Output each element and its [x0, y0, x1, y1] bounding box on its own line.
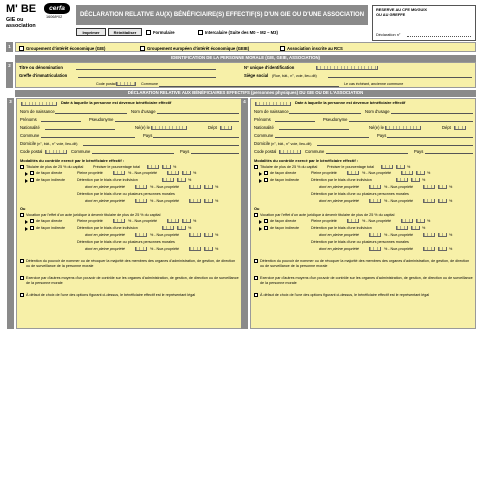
defaut-checkbox[interactable] — [20, 293, 24, 297]
denomination-field[interactable] — [76, 69, 216, 70]
dont-nue-2-label: % - Nue-propriété — [384, 199, 414, 203]
voc-dont-nue-decimal-field[interactable] — [204, 233, 213, 237]
titulaire-label: Titulaire de plus de 25 % du capital — [26, 165, 84, 169]
form-code: M' BE — [6, 3, 37, 15]
titulaire-checkbox[interactable] — [20, 165, 24, 169]
dont-pleine-field[interactable] — [369, 185, 381, 189]
voc-dont-nue-2-field[interactable] — [189, 247, 201, 251]
reserved-box — [372, 5, 476, 41]
dont-nue-field[interactable] — [189, 185, 201, 189]
association-checkbox[interactable] — [280, 46, 285, 51]
domicile-hint: (n°, bât., n° voie, lieu-dit) — [271, 141, 312, 146]
arrow-icon — [259, 179, 262, 183]
detention-plusieurs-label: Détention par le biais d'une ou plusieurs personnes morales — [311, 192, 409, 196]
declaration-number-label: Déclaration n° — [376, 32, 401, 37]
voc-dont-nue-label: % - Nue-propriété — [384, 233, 414, 237]
pouvoir-label: Détention du pouvoir de nommer ou de révoquer la majorité des membres des organes d'administration, de gestion, de direction ou de surveillance de la personne morale — [26, 259, 236, 268]
declaration-number-field[interactable] — [407, 36, 471, 37]
dept-field[interactable] — [220, 126, 232, 130]
detention-un-decimal-field[interactable] — [177, 178, 186, 182]
pays-label: Pays — [377, 133, 387, 138]
directe-nue-label: % - Nue-propriété — [128, 171, 158, 175]
commune2-label: Commune — [305, 149, 325, 154]
nom-naissance-field[interactable] — [55, 113, 127, 114]
pays-field[interactable] — [387, 137, 473, 138]
domicile-field[interactable] — [317, 145, 473, 146]
nationalite-label: Nationalité — [20, 125, 40, 130]
voc-detention-un-decimal-field[interactable] — [177, 226, 186, 230]
voc-dont-pleine-2-field[interactable] — [369, 247, 381, 251]
voc-dont-pct-sign: % — [215, 233, 219, 237]
arrow-icon — [259, 227, 262, 231]
detention-un-label: Détention par le biais d'une indivision — [77, 178, 138, 182]
intercalaire-label: Intercalaire (Suite des M0 – M2 – M3) — [205, 29, 278, 35]
voc-dont-nue-2-field[interactable] — [423, 247, 435, 251]
voc-dont-nue-label: % - Nue-propriété — [150, 233, 180, 237]
directe-nue-decimal-field[interactable] — [182, 171, 191, 175]
dont-pleine-2-label: dont en pleine propriété — [319, 199, 359, 203]
prenoms-label: Prénoms — [20, 117, 37, 122]
greffe-label: Greffe d'immatriculation — [19, 73, 68, 78]
dont-pct-sign: % — [215, 185, 219, 189]
exercice-label: Exercice par d'autres moyens d'un pouvoir de contrôle sur les organes d'administration, de gestion, de direction ou de surveillance de la personne morale — [26, 276, 239, 285]
arrow-icon — [25, 172, 28, 176]
voc-detention-un-label: Détention par le biais d'une indivision — [311, 226, 372, 230]
form-subtitle-line-2: association — [6, 23, 36, 29]
unique-id-label: N° unique d'identification — [244, 65, 295, 70]
commune2-field[interactable] — [326, 153, 408, 154]
voc-nue-field[interactable] — [167, 219, 179, 223]
nee-le-label: Né(e) le — [135, 125, 150, 130]
intercalaire-checkbox[interactable] — [198, 30, 203, 35]
dont-nue-field[interactable] — [423, 185, 435, 189]
association-label: Association inscrite au RCS — [287, 45, 343, 51]
voc-dont-pleine-2-label: dont en pleine propriété — [319, 247, 359, 251]
voc-dont-pleine-label: dont en pleine propriété — [319, 233, 359, 237]
vocation-checkbox[interactable] — [20, 213, 24, 217]
form-subtitle-line-1: GIE ou — [6, 17, 24, 23]
detention-un-field[interactable] — [396, 178, 408, 182]
voc-dont-2-pct-sign: % — [215, 247, 219, 251]
voc-dont-nue-decimal-field[interactable] — [438, 233, 447, 237]
siege-field[interactable] — [328, 77, 472, 78]
pays2-label: Pays — [414, 149, 424, 154]
voc-detention-un-decimal-field[interactable] — [411, 226, 420, 230]
modalites-heading: Modalités du contrôle exercé par le bénéficiaire effectif : — [254, 158, 358, 163]
pays2-field[interactable] — [425, 153, 473, 154]
exercice-label: Exercice par d'autres moyens d'un pouvoir de contrôle sur les organes d'administration, de gestion, de direction ou de surveillance de la personne morale — [260, 276, 473, 285]
prenoms-field[interactable] — [275, 121, 315, 122]
nationalite-field[interactable] — [45, 129, 115, 130]
panel-number: 3 — [7, 98, 14, 329]
indirecte-label: de façon indirecte — [36, 178, 66, 182]
directe-nue-field[interactable] — [401, 171, 413, 175]
dont-pleine-2-label: dont en pleine propriété — [85, 199, 125, 203]
panel-box — [16, 98, 242, 329]
print-button[interactable]: Imprimer — [76, 28, 106, 36]
voc-dont-nue-2-label: % - Nue-propriété — [150, 247, 180, 251]
voc-dont-pleine-label: dont en pleine propriété — [85, 233, 125, 237]
arrow-icon — [259, 172, 262, 176]
date-field[interactable] — [255, 102, 291, 106]
voc-pct-sign: % — [427, 219, 431, 223]
voc-dont-nue-2-decimal-field[interactable] — [438, 247, 447, 251]
voc-dont-pleine-2-field[interactable] — [135, 247, 147, 251]
nationalite-field[interactable] — [279, 129, 349, 130]
detention-un-pct-sign: % — [188, 178, 192, 182]
preciser-label: Préciser le pourcentage total — [327, 165, 374, 169]
voc-nue-decimal-field[interactable] — [182, 219, 191, 223]
geie-checkbox[interactable] — [140, 46, 145, 51]
date-label: Date à laquelle la personne est devenue bénéficiaire effectif — [61, 100, 172, 105]
nom-naissance-label: Nom de naissance — [20, 109, 55, 114]
dont-pleine-2-field[interactable] — [135, 199, 147, 203]
directe-pleine-label: Pleine propriété — [77, 171, 103, 175]
vocation-label: Vocation par l'effet d'un acte juridique à devenir titulaire de plus de 25 % du capital — [26, 213, 161, 217]
directe-label: de façon directe — [270, 171, 297, 175]
directe-pct-sign: % — [193, 171, 197, 175]
nee-le-label: Né(e) le — [369, 125, 384, 130]
dont-nue-2-field[interactable] — [189, 199, 201, 203]
voc-detention-un-field[interactable] — [396, 226, 408, 230]
beneficiary-panel-4 — [243, 98, 476, 329]
form-subtitle — [6, 17, 36, 29]
reserved-line-2: OU AU GREFFE — [376, 11, 406, 17]
dont-nue-2-decimal-field[interactable] — [204, 199, 213, 203]
code-postal-field[interactable] — [45, 150, 67, 154]
titulaire-pct-sign: % — [407, 165, 411, 169]
commune-field[interactable] — [41, 137, 135, 138]
formulaire-label: Formulaire — [153, 29, 175, 35]
titulaire-pct-field-2[interactable] — [396, 165, 405, 169]
voc-dont-nue-2-decimal-field[interactable] — [204, 247, 213, 251]
arrow-icon — [25, 220, 28, 224]
dont-nue-decimal-field[interactable] — [204, 185, 213, 189]
defaut-label: À défaut de choix de l'une des options figurant ci-dessus, le bénéficiaire effectif est le représentant légal — [26, 293, 196, 297]
voc-pleine-field[interactable] — [347, 219, 359, 223]
dont-pct-sign: % — [449, 185, 453, 189]
reserved-line-1: RESERVE AU CFE M0/GUIX — [376, 7, 428, 12]
domicile-hint: (n°, bât., n° voie, lieu-dit) — [37, 141, 78, 146]
titulaire-pct-field-2[interactable] — [162, 165, 171, 169]
voc-nue-decimal-field[interactable] — [416, 219, 425, 223]
dept-label: Dépt — [208, 125, 217, 130]
directe-checkbox[interactable] — [264, 171, 268, 175]
prenoms-field[interactable] — [41, 121, 81, 122]
pays-field[interactable] — [153, 137, 239, 138]
dont-nue-label: % - Nue-propriété — [150, 185, 180, 189]
panel-box — [250, 98, 476, 329]
voc-detention-un-field[interactable] — [162, 226, 174, 230]
nom-usage-field[interactable] — [391, 113, 473, 114]
arrow-icon — [259, 220, 262, 224]
detention-un-field[interactable] — [162, 178, 174, 182]
domicile-field[interactable] — [83, 145, 239, 146]
titulaire-pct-sign: % — [173, 165, 177, 169]
domicile-label: Domicile — [20, 141, 37, 146]
nom-naissance-label: Nom de naissance — [254, 109, 289, 114]
preciser-label: Préciser le pourcentage total — [93, 165, 140, 169]
exercice-checkbox[interactable] — [254, 276, 258, 280]
voc-dont-pleine-field[interactable] — [369, 233, 381, 237]
prenoms-label: Prénoms — [254, 117, 271, 122]
panel-number: 4 — [241, 98, 248, 329]
formulaire-checkbox[interactable] — [146, 30, 151, 35]
titulaire-pct-field-1[interactable] — [147, 165, 159, 169]
pays-label: Pays — [143, 133, 153, 138]
cerfa-number: 16068*02 — [46, 15, 63, 19]
code-postal-field[interactable] — [279, 150, 301, 154]
detention-un-decimal-field[interactable] — [411, 178, 420, 182]
dont-nue-label: % - Nue-propriété — [384, 185, 414, 189]
section-3-banner: DÉCLARATION RELATIVE AUX BÉNÉFICIAIRES EFFECTIFS (personnes physiques) DU GIE OU DE L'ASSOCIATION — [15, 90, 476, 97]
voc-indirecte-checkbox[interactable] — [264, 226, 268, 230]
voc-indirecte-label: de façon indirecte — [36, 226, 66, 230]
code-postal-label: Code postal — [254, 149, 277, 154]
form-title-banner: DÉCLARATION RELATIVE AU(X) BÉNÉFICIAIRE(S) EFFECTIF(S) D'UN GIE OU D'UNE ASSOCIATION — [76, 5, 368, 25]
pouvoir-checkbox[interactable] — [254, 259, 258, 263]
voc-pleine-label: Pleine propriété — [77, 219, 103, 223]
detention-un-pct-sign: % — [422, 178, 426, 182]
voc-dont-pleine-field[interactable] — [135, 233, 147, 237]
code-postal-label: Code postal — [20, 149, 43, 154]
indirecte-checkbox[interactable] — [264, 178, 268, 182]
directe-pleine-field[interactable] — [113, 171, 125, 175]
directe-nue-decimal-field[interactable] — [416, 171, 425, 175]
pseudonyme-label: Pseudonyme — [323, 117, 348, 122]
voc-dont-nue-field[interactable] — [189, 233, 201, 237]
dont-nue-decimal-field[interactable] — [438, 185, 447, 189]
nom-naissance-field[interactable] — [289, 113, 361, 114]
commune-field[interactable] — [275, 137, 369, 138]
arrow-icon — [25, 179, 28, 183]
pseudonyme-field[interactable] — [349, 121, 473, 122]
dont-nue-2-field[interactable] — [423, 199, 435, 203]
date-field[interactable] — [21, 102, 57, 106]
voc-indirecte-checkbox[interactable] — [30, 226, 34, 230]
nee-le-field[interactable] — [385, 126, 421, 130]
dont-nue-2-label: % - Nue-propriété — [150, 199, 180, 203]
dont-pleine-field[interactable] — [135, 185, 147, 189]
dont-pleine-2-field[interactable] — [369, 199, 381, 203]
voc-directe-checkbox[interactable] — [30, 219, 34, 223]
section-2-banner: IDENTIFICATION DE LA PERSONNE MORALE (GIE, GEIE, ASSOCIATION) — [15, 55, 476, 62]
pouvoir-label: Détention du pouvoir de nommer ou de révoquer la majorité des membres des organes d'administration, de gestion, de direction ou de surveillance de la personne morale — [260, 259, 470, 268]
arrow-icon — [25, 227, 28, 231]
code-postal-field[interactable] — [116, 82, 136, 86]
defaut-label: À défaut de choix de l'une des options figurant ci-dessus, le bénéficiaire effectif est le représentant légal — [260, 293, 430, 297]
titulaire-checkbox[interactable] — [254, 165, 258, 169]
denomination-label: Titre ou dénomination — [19, 65, 63, 70]
directe-nue-label: % - Nue-propriété — [362, 171, 392, 175]
voc-pleine-field[interactable] — [113, 219, 125, 223]
modalites-heading: Modalités du contrôle exercé par le bénéficiaire effectif : — [20, 158, 124, 163]
voc-indirecte-label: de façon indirecte — [270, 226, 300, 230]
directe-label: de façon directe — [36, 171, 63, 175]
reserved-title — [376, 8, 427, 17]
dont-nue-2-decimal-field[interactable] — [438, 199, 447, 203]
directe-pleine-label: Pleine propriété — [311, 171, 337, 175]
directe-nue-field[interactable] — [167, 171, 179, 175]
nom-usage-label: Nom d'usage — [365, 109, 390, 114]
voc-detention-un-pct-sign: % — [188, 226, 192, 230]
beneficiary-panel-3 — [9, 98, 242, 329]
voc-directe-label: de façon directe — [36, 219, 63, 223]
directe-pleine-field[interactable] — [347, 171, 359, 175]
voc-detention-un-label: Détention par le biais d'une indivision — [77, 226, 138, 230]
directe-checkbox[interactable] — [30, 171, 34, 175]
nom-usage-field[interactable] — [157, 113, 239, 114]
gie-label: Groupement d'intérêt économique (GIE) — [26, 45, 106, 51]
ou-label: Ou — [254, 206, 260, 211]
voc-detention-plusieurs-label: Détention par le biais d'une ou plusieurs personnes morales — [77, 240, 175, 244]
pseudonyme-field[interactable] — [115, 121, 239, 122]
voc-detention-un-pct-sign: % — [422, 226, 426, 230]
voc-nue-field[interactable] — [401, 219, 413, 223]
voc-nue-label: % - Nue-propriété — [128, 219, 158, 223]
detention-un-label: Détention par le biais d'une indivision — [311, 178, 372, 182]
dept-label: Dépt — [442, 125, 451, 130]
detention-plusieurs-label: Détention par le biais d'une ou plusieurs personnes morales — [77, 192, 175, 196]
voc-dont-pleine-2-label: dont en pleine propriété — [85, 247, 125, 251]
voc-dont-nue-2-label: % - Nue-propriété — [384, 247, 414, 251]
commune-label: Commune — [254, 133, 274, 138]
vocation-checkbox[interactable] — [254, 213, 258, 217]
directe-pct-sign: % — [427, 171, 431, 175]
date-label: Date à laquelle la personne est devenue bénéficiaire effectif — [295, 100, 406, 105]
geie-label: Groupement européen d'intérêt économique (GEIE) — [147, 45, 250, 51]
dont-pleine-label: dont en pleine propriété — [319, 185, 359, 189]
commune2-field[interactable] — [92, 153, 174, 154]
unique-id-field[interactable] — [316, 66, 378, 70]
commune-label: Commune — [20, 133, 40, 138]
voc-dont-nue-field[interactable] — [423, 233, 435, 237]
dont-2-pct-sign: % — [215, 199, 219, 203]
code-postal-label: Code postal — [96, 81, 116, 86]
nationalite-label: Nationalité — [254, 125, 274, 130]
section-2-number: 2 — [6, 62, 13, 88]
voc-nue-label: % - Nue-propriété — [362, 219, 392, 223]
nom-usage-label: Nom d'usage — [131, 109, 156, 114]
voc-detention-plusieurs-label: Détention par le biais d'une ou plusieurs personnes morales — [311, 240, 409, 244]
siege-label: Siège social — [244, 73, 269, 78]
exercice-checkbox[interactable] — [20, 276, 24, 280]
reset-button[interactable]: Réinitialiser — [108, 28, 142, 36]
dont-2-pct-sign: % — [449, 199, 453, 203]
commune-field[interactable] — [159, 86, 339, 87]
cedex-label: Le cas échéant, ancienne commune — [344, 81, 404, 86]
pouvoir-checkbox[interactable] — [20, 259, 24, 263]
indirecte-label: de façon indirecte — [270, 178, 300, 182]
voc-directe-label: de façon directe — [270, 219, 297, 223]
domicile-label: Domicile — [254, 141, 271, 146]
commune-label: Commune — [141, 81, 159, 86]
vocation-label: Vocation par l'effet d'un acte juridique à devenir titulaire de plus de 25 % du capital — [260, 213, 395, 217]
greffe-field[interactable] — [78, 77, 216, 78]
voc-pct-sign: % — [193, 219, 197, 223]
ou-label: Ou — [20, 206, 26, 211]
pays2-label: Pays — [180, 149, 190, 154]
voc-dont-2-pct-sign: % — [449, 247, 453, 251]
gie-checkbox[interactable] — [19, 46, 24, 51]
nee-le-field[interactable] — [151, 126, 187, 130]
voc-pleine-label: Pleine propriété — [311, 219, 337, 223]
defaut-checkbox[interactable] — [254, 293, 258, 297]
pseudonyme-label: Pseudonyme — [89, 117, 114, 122]
dont-pleine-label: dont en pleine propriété — [85, 185, 125, 189]
cerfa-logo: cerfa — [44, 3, 70, 14]
siege-hint: (Rue, bât., n°, voie, lieu-dit) — [272, 73, 317, 78]
section-1-number: 1 — [6, 42, 13, 52]
dept-field[interactable] — [454, 126, 466, 130]
voc-directe-checkbox[interactable] — [264, 219, 268, 223]
pays2-field[interactable] — [191, 153, 239, 154]
voc-dont-pct-sign: % — [449, 233, 453, 237]
indirecte-checkbox[interactable] — [30, 178, 34, 182]
section-2-box — [15, 62, 476, 88]
titulaire-label: Titulaire de plus de 25 % du capital — [260, 165, 318, 169]
titulaire-pct-field-1[interactable] — [381, 165, 393, 169]
section-1-box — [15, 42, 476, 52]
commune2-label: Commune — [71, 149, 91, 154]
